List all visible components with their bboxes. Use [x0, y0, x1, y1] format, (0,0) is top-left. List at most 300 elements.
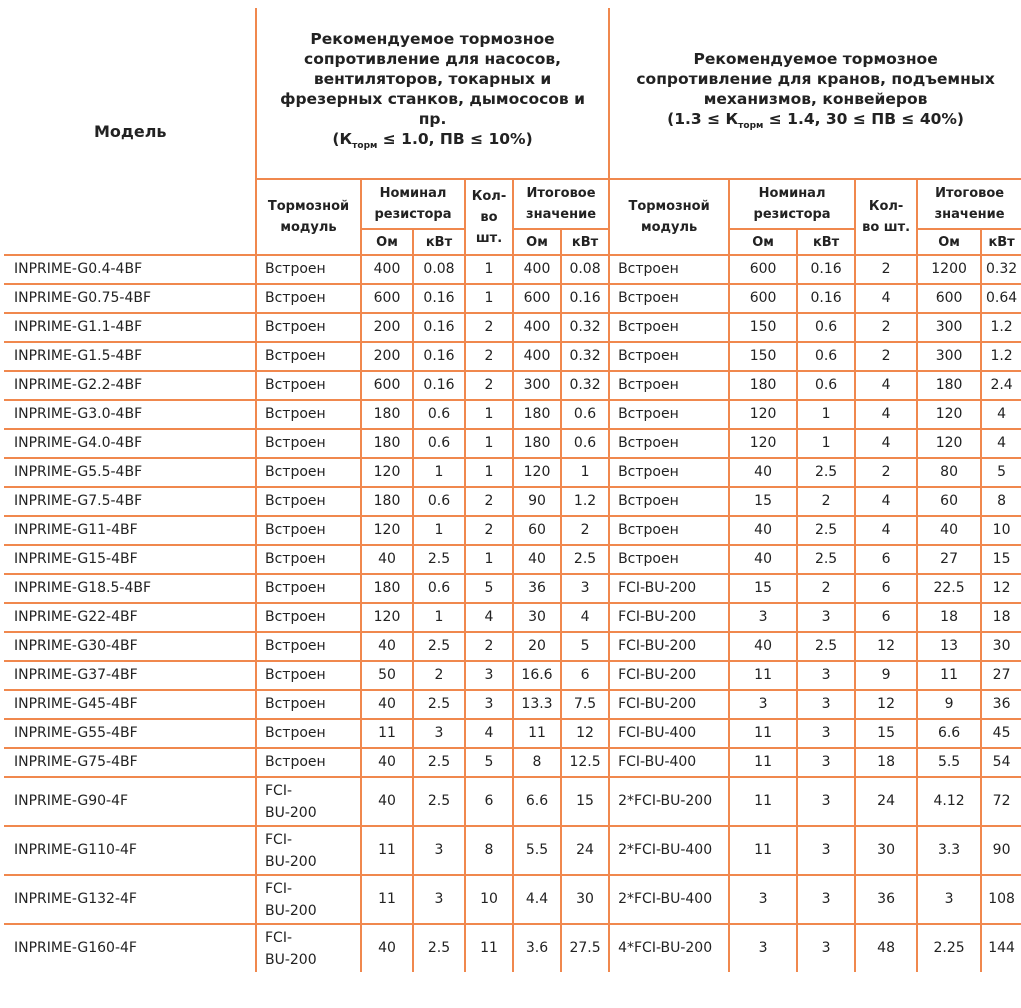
cell-qty-1: 1 — [465, 545, 513, 574]
cell-total-ohm-2: 4.12 — [917, 777, 981, 826]
cell-brake-module-2: 2*FCI-BU-400 — [609, 875, 729, 924]
brake-module-line: FCI- — [265, 929, 293, 946]
table-row — [4, 777, 1021, 826]
cell-power-1: 0.16 — [413, 371, 465, 400]
cell-brake-module-2: 4*FCI-BU-200 — [609, 924, 729, 972]
header-brake-module-1: Тормозной модуль — [256, 179, 361, 255]
cell-power-1: 3 — [413, 875, 465, 924]
cell-qty-2: 4 — [855, 371, 917, 400]
cell-qty-1: 2 — [465, 632, 513, 661]
cell-total-ohm-1: 400 — [513, 342, 561, 371]
cell-resistance-2: 600 — [729, 255, 797, 284]
cell-total-ohm-1: 400 — [513, 255, 561, 284]
cell-total-kw-2: 108 — [981, 875, 1021, 924]
cell-total-kw-2: 10 — [981, 516, 1021, 545]
cell-total-ohm-1: 4.4 — [513, 875, 561, 924]
cell-total-kw-1: 4 — [561, 603, 609, 632]
cell-total-ohm-1: 36 — [513, 574, 561, 603]
cell-qty-2: 18 — [855, 748, 917, 777]
cell-resistance-1: 600 — [361, 284, 413, 313]
cell-resistance-1: 40 — [361, 924, 413, 972]
cell-power-1: 3 — [413, 719, 465, 748]
table-row — [4, 661, 1021, 690]
cell-brake-module-1: Встроен — [256, 661, 361, 690]
cell-total-kw-2: 30 — [981, 632, 1021, 661]
cell-total-kw-2: 27 — [981, 661, 1021, 690]
cell-resistance-1: 40 — [361, 777, 413, 826]
cell-model: INPRIME-G110-4F — [4, 826, 256, 875]
cell-resistance-2: 3 — [729, 924, 797, 972]
cell-resistance-2: 120 — [729, 429, 797, 458]
unit-ohm: Ом — [361, 229, 413, 255]
cell-power-2: 0.6 — [797, 342, 855, 371]
table-row — [4, 603, 1021, 632]
cell-model: INPRIME-G18.5-4BF — [4, 574, 256, 603]
table-row — [4, 371, 1021, 400]
cell-power-1: 0.6 — [413, 400, 465, 429]
cell-total-kw-1: 0.16 — [561, 284, 609, 313]
cell-total-kw-2: 1.2 — [981, 342, 1021, 371]
cell-total-kw-1: 5 — [561, 632, 609, 661]
cell-brake-module-2: FCI-BU-400 — [609, 719, 729, 748]
cell-qty-1: 6 — [465, 777, 513, 826]
cell-qty-1: 2 — [465, 487, 513, 516]
cell-power-1: 0.16 — [413, 342, 465, 371]
cell-brake-module-1: Встроен — [256, 603, 361, 632]
table-row — [4, 632, 1021, 661]
unit-kw: кВт — [981, 229, 1021, 255]
cell-total-ohm-2: 80 — [917, 458, 981, 487]
brake-module-line: BU-200 — [265, 951, 317, 968]
cell-model: INPRIME-G132-4F — [4, 875, 256, 924]
cell-total-ohm-1: 20 — [513, 632, 561, 661]
cell-total-ohm-1: 8 — [513, 748, 561, 777]
cell-power-1: 0.16 — [413, 313, 465, 342]
cell-qty-2: 24 — [855, 777, 917, 826]
cell-total-kw-1: 1 — [561, 458, 609, 487]
cell-brake-module-1: Встроен — [256, 429, 361, 458]
header-qty-1: Кол- во шт. — [465, 179, 513, 255]
cell-qty-2: 4 — [855, 516, 917, 545]
table-row — [4, 690, 1021, 719]
cell-qty-2: 2 — [855, 255, 917, 284]
cell-resistance-1: 40 — [361, 632, 413, 661]
cell-brake-module-1 — [256, 924, 361, 972]
cell-resistance-1: 11 — [361, 826, 413, 875]
cell-total-kw-2: 18 — [981, 603, 1021, 632]
cell-power-1: 0.6 — [413, 487, 465, 516]
cell-total-kw-2: 144 — [981, 924, 1021, 972]
cell-total-kw-2: 2.4 — [981, 371, 1021, 400]
cell-total-ohm-1: 11 — [513, 719, 561, 748]
cell-qty-2: 4 — [855, 487, 917, 516]
header-group-cranes: Рекомендуемое тормозное сопротивление для кранов, подъемных механизмов, конвейеров ($1.3 \le К_{торм} \le 1.4$, 30 ≤ ПВ ≤ 40%) — [609, 8, 1021, 179]
cell-total-ohm-2: 300 — [917, 313, 981, 342]
cell-resistance-2: 11 — [729, 661, 797, 690]
cell-total-kw-1: 24 — [561, 826, 609, 875]
cell-resistance-1: 200 — [361, 313, 413, 342]
cell-qty-1: 4 — [465, 719, 513, 748]
cell-brake-module-1: Встроен — [256, 342, 361, 371]
cell-resistance-1: 120 — [361, 603, 413, 632]
cell-brake-module-1: Встроен — [256, 313, 361, 342]
cell-resistance-2: 11 — [729, 748, 797, 777]
cell-total-kw-2: 72 — [981, 777, 1021, 826]
cell-model: INPRIME-G0.4-4BF — [4, 255, 256, 284]
cell-power-2: 3 — [797, 603, 855, 632]
cell-power-2: 3 — [797, 826, 855, 875]
cell-power-1: 2.5 — [413, 924, 465, 972]
header-brake-module-2: Тормозной модуль — [609, 179, 729, 255]
cell-resistance-1: 180 — [361, 487, 413, 516]
cell-total-ohm-1: 180 — [513, 400, 561, 429]
header-nominal-1: Номинал резистора — [361, 179, 465, 229]
cell-resistance-2: 15 — [729, 487, 797, 516]
cell-model: INPRIME-G0.75-4BF — [4, 284, 256, 313]
cell-power-2: 0.16 — [797, 255, 855, 284]
cell-power-2: 2.5 — [797, 632, 855, 661]
cell-resistance-1: 400 — [361, 255, 413, 284]
cell-total-ohm-1: 16.6 — [513, 661, 561, 690]
cell-power-2: 0.6 — [797, 313, 855, 342]
cell-power-2: 0.6 — [797, 371, 855, 400]
cell-model: INPRIME-G4.0-4BF — [4, 429, 256, 458]
cell-power-2: 1 — [797, 429, 855, 458]
cell-brake-module-2: Встроен — [609, 255, 729, 284]
cell-qty-2: 48 — [855, 924, 917, 972]
cell-total-ohm-2: 180 — [917, 371, 981, 400]
cell-total-kw-1: 7.5 — [561, 690, 609, 719]
cell-qty-1: 1 — [465, 429, 513, 458]
cell-qty-1: 8 — [465, 826, 513, 875]
unit-ohm: Ом — [917, 229, 981, 255]
cell-brake-module-2: FCI-BU-200 — [609, 603, 729, 632]
cell-total-kw-1: 0.08 — [561, 255, 609, 284]
cell-total-ohm-2: 22.5 — [917, 574, 981, 603]
cell-qty-2: 6 — [855, 574, 917, 603]
cell-power-1: 2.5 — [413, 632, 465, 661]
cell-brake-module-1 — [256, 777, 361, 826]
cell-resistance-1: 40 — [361, 545, 413, 574]
unit-kw: кВт — [797, 229, 855, 255]
cell-brake-module-2: Встроен — [609, 487, 729, 516]
cell-total-kw-1: 0.32 — [561, 313, 609, 342]
cell-resistance-1: 600 — [361, 371, 413, 400]
cell-qty-1: 1 — [465, 284, 513, 313]
cell-brake-module-1: Встроен — [256, 748, 361, 777]
cell-power-1: 1 — [413, 458, 465, 487]
cell-resistance-1: 180 — [361, 429, 413, 458]
cell-qty-1: 3 — [465, 690, 513, 719]
cell-brake-module-2: 2*FCI-BU-200 — [609, 777, 729, 826]
cell-brake-module-2: Встроен — [609, 516, 729, 545]
unit-ohm: Ом — [729, 229, 797, 255]
cell-resistance-1: 120 — [361, 516, 413, 545]
table-row — [4, 284, 1021, 313]
cell-power-2: 3 — [797, 690, 855, 719]
unit-kw: кВт — [561, 229, 609, 255]
cell-total-kw-2: 0.32 — [981, 255, 1021, 284]
cell-resistance-2: 150 — [729, 342, 797, 371]
cell-brake-module-2: FCI-BU-400 — [609, 748, 729, 777]
cell-brake-module-2: Встроен — [609, 429, 729, 458]
cell-model: INPRIME-G30-4BF — [4, 632, 256, 661]
cell-qty-2: 12 — [855, 690, 917, 719]
cell-model: INPRIME-G55-4BF — [4, 719, 256, 748]
cell-total-ohm-2: 27 — [917, 545, 981, 574]
cell-model: INPRIME-G90-4F — [4, 777, 256, 826]
cell-power-2: 2.5 — [797, 516, 855, 545]
cell-brake-module-2: Встроен — [609, 371, 729, 400]
cell-total-ohm-1: 6.6 — [513, 777, 561, 826]
cell-power-2: 3 — [797, 748, 855, 777]
cell-brake-module-1: Встроен — [256, 574, 361, 603]
cell-total-ohm-2: 1200 — [917, 255, 981, 284]
brake-module-line: FCI- — [265, 831, 293, 848]
cell-power-1: 2.5 — [413, 690, 465, 719]
cell-qty-2: 6 — [855, 545, 917, 574]
cell-total-kw-1: 0.32 — [561, 371, 609, 400]
cell-total-kw-2: 45 — [981, 719, 1021, 748]
table-row — [4, 400, 1021, 429]
table-row — [4, 516, 1021, 545]
cell-brake-module-2: Встроен — [609, 342, 729, 371]
cell-power-1: 2 — [413, 661, 465, 690]
cell-brake-module-1: Встроен — [256, 371, 361, 400]
cell-qty-2: 2 — [855, 458, 917, 487]
cell-qty-1: 5 — [465, 748, 513, 777]
cell-brake-module-2: FCI-BU-200 — [609, 661, 729, 690]
cell-total-kw-2: 8 — [981, 487, 1021, 516]
cell-brake-module-1 — [256, 875, 361, 924]
cell-model: INPRIME-G7.5-4BF — [4, 487, 256, 516]
cell-model: INPRIME-G22-4BF — [4, 603, 256, 632]
cell-resistance-2: 40 — [729, 458, 797, 487]
cell-power-2: 1 — [797, 400, 855, 429]
cell-total-kw-2: 90 — [981, 826, 1021, 875]
cell-total-kw-1: 1.2 — [561, 487, 609, 516]
cell-power-1: 1 — [413, 603, 465, 632]
table-row — [4, 719, 1021, 748]
cell-total-kw-1: 30 — [561, 875, 609, 924]
cell-total-kw-2: 54 — [981, 748, 1021, 777]
cell-qty-1: 5 — [465, 574, 513, 603]
cell-total-ohm-1: 300 — [513, 371, 561, 400]
cell-resistance-1: 120 — [361, 458, 413, 487]
cell-total-ohm-1: 90 — [513, 487, 561, 516]
table-row — [4, 342, 1021, 371]
cell-total-ohm-2: 60 — [917, 487, 981, 516]
cell-resistance-2: 120 — [729, 400, 797, 429]
cell-total-kw-1: 2 — [561, 516, 609, 545]
cell-total-kw-1: 12.5 — [561, 748, 609, 777]
cell-power-1: 0.6 — [413, 429, 465, 458]
cell-brake-module-1: Встроен — [256, 690, 361, 719]
cell-qty-1: 2 — [465, 342, 513, 371]
cell-qty-1: 4 — [465, 603, 513, 632]
cell-qty-1: 3 — [465, 661, 513, 690]
cell-total-ohm-2: 120 — [917, 400, 981, 429]
cell-brake-module-2: 2*FCI-BU-400 — [609, 826, 729, 875]
cell-total-ohm-1: 600 — [513, 284, 561, 313]
cell-total-ohm-1: 60 — [513, 516, 561, 545]
cell-power-1: 0.16 — [413, 284, 465, 313]
cell-power-2: 2 — [797, 487, 855, 516]
cell-total-kw-1: 2.5 — [561, 545, 609, 574]
cell-power-1: 3 — [413, 826, 465, 875]
cell-resistance-2: 11 — [729, 826, 797, 875]
header-total-2: Итоговое значение — [917, 179, 1021, 229]
cell-qty-2: 6 — [855, 603, 917, 632]
cell-total-ohm-2: 11 — [917, 661, 981, 690]
cell-resistance-1: 40 — [361, 690, 413, 719]
table-row — [4, 826, 1021, 875]
cell-resistance-2: 3 — [729, 875, 797, 924]
cell-power-2: 3 — [797, 875, 855, 924]
cell-total-kw-2: 36 — [981, 690, 1021, 719]
cell-qty-1: 2 — [465, 516, 513, 545]
cell-model: INPRIME-G2.2-4BF — [4, 371, 256, 400]
cell-resistance-2: 40 — [729, 545, 797, 574]
cell-total-kw-1: 0.32 — [561, 342, 609, 371]
brake-module-line: BU-200 — [265, 902, 317, 919]
cell-total-ohm-2: 9 — [917, 690, 981, 719]
table-row — [4, 429, 1021, 458]
brake-module-line: BU-200 — [265, 804, 317, 821]
cell-total-ohm-2: 3.3 — [917, 826, 981, 875]
cell-total-ohm-2: 3 — [917, 875, 981, 924]
cell-resistance-1: 11 — [361, 719, 413, 748]
cell-total-ohm-1: 13.3 — [513, 690, 561, 719]
cell-brake-module-1: Встроен — [256, 719, 361, 748]
cell-qty-2: 4 — [855, 429, 917, 458]
cell-resistance-2: 40 — [729, 632, 797, 661]
cell-power-1: 2.5 — [413, 748, 465, 777]
cell-qty-1: 2 — [465, 313, 513, 342]
cell-power-2: 3 — [797, 719, 855, 748]
cell-brake-module-2: Встроен — [609, 545, 729, 574]
cell-qty-1: 1 — [465, 255, 513, 284]
cell-qty-1: 11 — [465, 924, 513, 972]
cell-qty-1: 1 — [465, 400, 513, 429]
cell-total-ohm-1: 40 — [513, 545, 561, 574]
cell-brake-module-1: Встроен — [256, 516, 361, 545]
cell-resistance-1: 200 — [361, 342, 413, 371]
cell-total-ohm-1: 180 — [513, 429, 561, 458]
cell-total-ohm-2: 300 — [917, 342, 981, 371]
table-row — [4, 875, 1021, 924]
cell-qty-1: 10 — [465, 875, 513, 924]
cell-resistance-2: 600 — [729, 284, 797, 313]
cell-brake-module-1: Встроен — [256, 400, 361, 429]
cell-power-2: 3 — [797, 777, 855, 826]
table-row — [4, 924, 1021, 972]
cell-total-kw-1: 12 — [561, 719, 609, 748]
cell-total-ohm-2: 40 — [917, 516, 981, 545]
header-qty-2: Кол- во шт. — [855, 179, 917, 255]
brake-module-line: FCI- — [265, 782, 293, 799]
cell-brake-module-1: Встроен — [256, 545, 361, 574]
cell-resistance-2: 3 — [729, 690, 797, 719]
brake-module-line: FCI- — [265, 880, 293, 897]
cell-brake-module-1: Встроен — [256, 284, 361, 313]
cell-power-2: 3 — [797, 924, 855, 972]
cell-total-ohm-1: 30 — [513, 603, 561, 632]
header-group-pumps: Рекомендуемое тормозное сопротивление для насосов, вентиляторов, токарных и фрезерных станков, дымососов и пр. ($К_{торм} \le 1.0$, ПВ ≤ 10%) — [256, 8, 609, 179]
cell-qty-2: 2 — [855, 342, 917, 371]
cell-model: INPRIME-G160-4F — [4, 924, 256, 972]
cell-qty-2: 9 — [855, 661, 917, 690]
cell-power-2: 0.16 — [797, 284, 855, 313]
cell-resistance-1: 50 — [361, 661, 413, 690]
table-row — [4, 545, 1021, 574]
cell-total-ohm-1: 400 — [513, 313, 561, 342]
table-row — [4, 487, 1021, 516]
cell-total-kw-1: 27.5 — [561, 924, 609, 972]
cell-total-kw-1: 3 — [561, 574, 609, 603]
cell-power-1: 2.5 — [413, 777, 465, 826]
cell-resistance-1: 40 — [361, 748, 413, 777]
cell-total-kw-2: 15 — [981, 545, 1021, 574]
cell-qty-1: 1 — [465, 458, 513, 487]
cell-resistance-2: 11 — [729, 777, 797, 826]
cell-resistance-1: 11 — [361, 875, 413, 924]
cell-model: INPRIME-G3.0-4BF — [4, 400, 256, 429]
cell-qty-2: 4 — [855, 284, 917, 313]
cell-model: INPRIME-G11-4BF — [4, 516, 256, 545]
cell-model: INPRIME-G1.1-4BF — [4, 313, 256, 342]
cell-power-1: 0.6 — [413, 574, 465, 603]
cell-total-ohm-2: 2.25 — [917, 924, 981, 972]
cell-brake-module-2: FCI-BU-200 — [609, 632, 729, 661]
cell-total-ohm-1: 5.5 — [513, 826, 561, 875]
cell-total-kw-2: 4 — [981, 400, 1021, 429]
cell-total-ohm-2: 6.6 — [917, 719, 981, 748]
table-row — [4, 255, 1021, 284]
cell-power-2: 2 — [797, 574, 855, 603]
cell-brake-module-1: Встроен — [256, 458, 361, 487]
cell-total-kw-2: 5 — [981, 458, 1021, 487]
cell-brake-module-2: FCI-BU-200 — [609, 690, 729, 719]
cell-total-ohm-2: 13 — [917, 632, 981, 661]
cell-resistance-1: 180 — [361, 574, 413, 603]
cell-resistance-2: 11 — [729, 719, 797, 748]
cell-qty-2: 15 — [855, 719, 917, 748]
cell-power-2: 3 — [797, 661, 855, 690]
cell-qty-2: 4 — [855, 400, 917, 429]
cell-resistance-2: 40 — [729, 516, 797, 545]
cell-total-kw-2: 12 — [981, 574, 1021, 603]
cell-resistance-2: 3 — [729, 603, 797, 632]
cell-total-kw-2: 1.2 — [981, 313, 1021, 342]
cell-qty-2: 12 — [855, 632, 917, 661]
cell-qty-2: 2 — [855, 313, 917, 342]
brake-module-line: BU-200 — [265, 853, 317, 870]
cell-total-ohm-2: 5.5 — [917, 748, 981, 777]
header-nominal-2: Номинал резистора — [729, 179, 855, 229]
cell-total-ohm-1: 120 — [513, 458, 561, 487]
cell-total-kw-1: 0.6 — [561, 429, 609, 458]
cell-total-kw-2: 0.64 — [981, 284, 1021, 313]
unit-kw: кВт — [413, 229, 465, 255]
cell-brake-module-1 — [256, 826, 361, 875]
cell-total-kw-2: 4 — [981, 429, 1021, 458]
cell-power-1: 0.08 — [413, 255, 465, 284]
cell-total-kw-1: 6 — [561, 661, 609, 690]
unit-ohm: Ом — [513, 229, 561, 255]
cell-brake-module-2: FCI-BU-200 — [609, 574, 729, 603]
table-row — [4, 574, 1021, 603]
